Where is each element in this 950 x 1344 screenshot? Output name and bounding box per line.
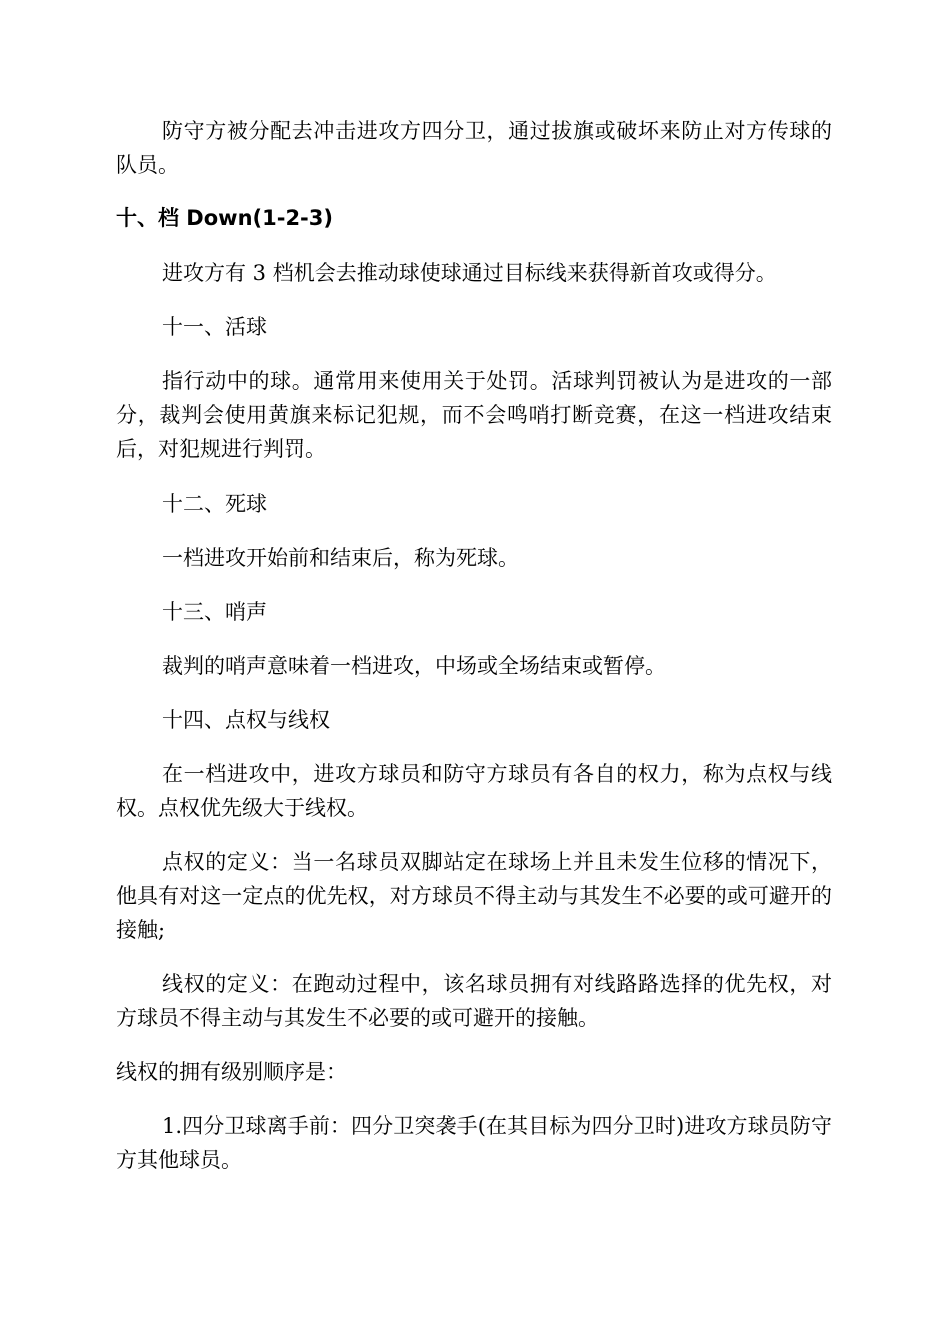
subsection-title: 十二、死球 bbox=[162, 492, 267, 516]
subsection-title: 十四、点权与线权 bbox=[162, 708, 330, 732]
paragraph: 防守方被分配去冲击进攻方四分卫，通过拔旗或破坏来防止对方传球的队员。 bbox=[116, 119, 832, 177]
paragraph: 点权的定义：当一名球员双脚站定在球场上并且未发生位移的情况下，他具有对这一定点的优先权，对方球员不得主动与其发生不必要的或可避开的接触; bbox=[116, 850, 832, 942]
section-heading: 十、档 Down(1-2-3) bbox=[116, 206, 333, 230]
paragraph: 进攻方有 3 档机会去推动球使球通过目标线来获得新首攻或得分。 bbox=[162, 261, 777, 285]
paragraph: 指行动中的球。通常用来使用关于处罚。活球判罚被认为是进攻的一部分，裁判会使用黄旗来标记犯规，而不会鸣哨打断竞赛，在这一档进攻结束后，对犯规进行判罚。 bbox=[116, 369, 832, 461]
paragraph: 裁判的哨声意味着一档进攻，中场或全场结束或暂停。 bbox=[162, 654, 666, 678]
subsection-title: 十三、哨声 bbox=[162, 600, 267, 624]
paragraph: 在一档进攻中，进攻方球员和防守方球员有各自的权力，称为点权与线权。点权优先级大于线权。 bbox=[116, 762, 832, 820]
subsection-title: 十一、活球 bbox=[162, 315, 267, 339]
list-item: 1.四分卫球离手前：四分卫突袭手(在其目标为四分卫时)进攻方球员防守方其他球员。 bbox=[116, 1114, 832, 1172]
paragraph: 线权的定义：在跑动过程中，该名球员拥有对线路路选择的优先权，对方球员不得主动与其发生不必要的或可避开的接触。 bbox=[116, 972, 832, 1030]
document-body bbox=[116, 114, 832, 1177]
paragraph: 一档进攻开始前和结束后，称为死球。 bbox=[162, 546, 519, 570]
paragraph: 线权的拥有级别顺序是： bbox=[116, 1060, 347, 1084]
